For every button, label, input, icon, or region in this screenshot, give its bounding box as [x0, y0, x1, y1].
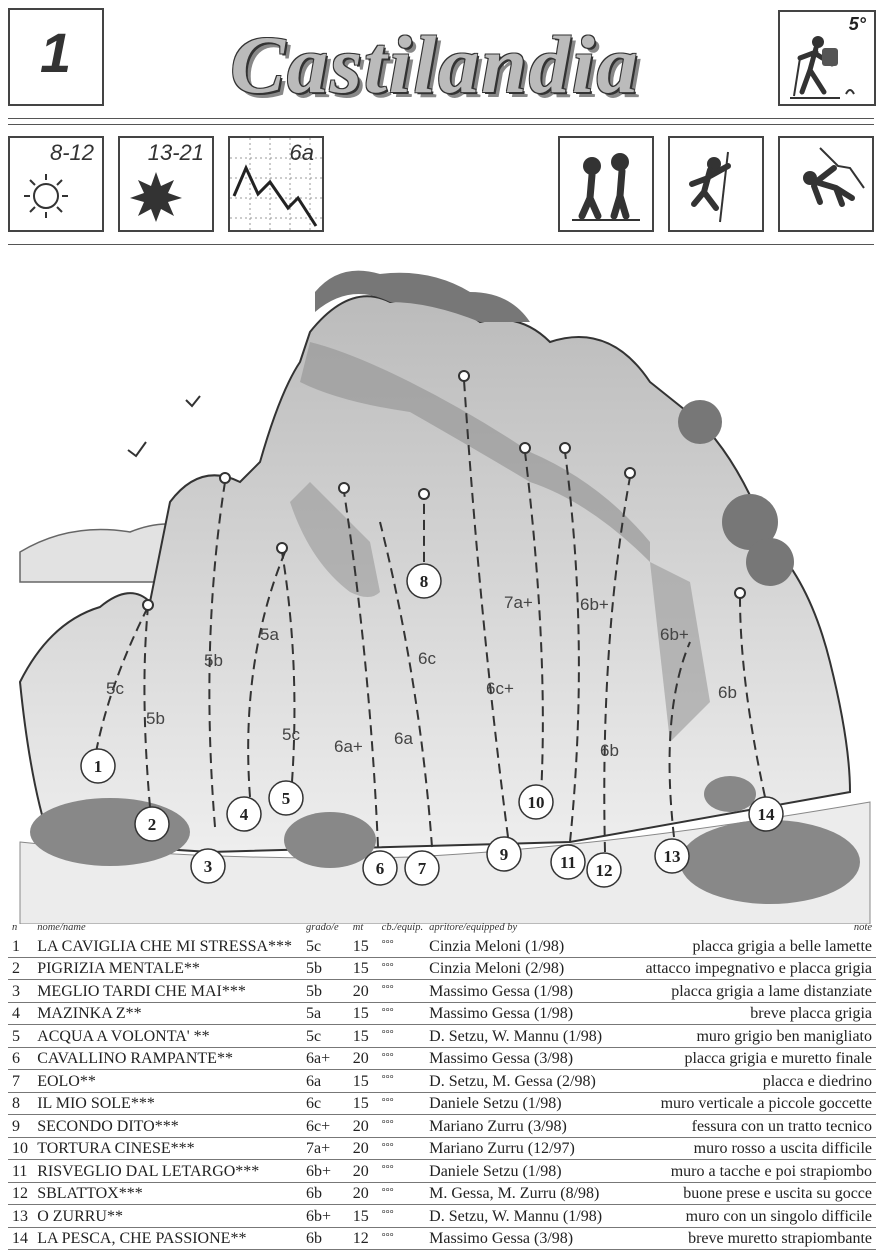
difficulty-box: [778, 10, 876, 106]
route-grade-cell: 7a+: [306, 1137, 353, 1160]
anchor-icon: [520, 443, 530, 453]
route-opener-cell: D. Setzu, W. Mannu (1/98): [429, 1025, 645, 1048]
bush-bottom-right-2: [704, 776, 756, 812]
grade-label-7: 6a: [394, 729, 413, 748]
route-mt-cell: 15: [353, 935, 382, 957]
route-name-cell: O ZURRU**: [37, 1205, 306, 1228]
route-note-cell: placca grigia a lame distanziate: [645, 980, 876, 1003]
route-note-cell: muro grigio ben manigliato: [645, 1025, 876, 1048]
table-row: [8, 1047, 876, 1070]
route-n-cell: 14: [8, 1227, 37, 1250]
route-opener-cell: Cinzia Meloni (1/98): [429, 935, 645, 957]
table-row: [8, 1092, 876, 1115]
bush-right-3: [678, 400, 722, 444]
route-n-cell: 3: [8, 980, 37, 1003]
route-n-cell: 8: [8, 1092, 37, 1115]
header-opener: apritore/equipped by: [429, 922, 518, 933]
table-row: [8, 1205, 876, 1228]
route-grade-cell: 6b+: [306, 1160, 353, 1183]
route-grade-cell: 6b: [306, 1227, 353, 1250]
route-opener-cell: Massimo Gessa (3/98): [429, 1047, 645, 1070]
grade-label-5: 5c: [282, 725, 300, 744]
route-note-cell: muro con un singolo difficile: [645, 1205, 876, 1228]
divider-mid: [8, 244, 874, 245]
route-rows: [8, 935, 876, 1250]
grade-label-9: 6c+: [486, 679, 514, 698]
climber-overhang-icon: [780, 138, 872, 230]
route-marker-6: 6: [375, 859, 385, 878]
route-equip-cell: °°°: [382, 1205, 429, 1228]
route-equip-cell: °°°: [382, 1227, 429, 1250]
climber-overhang-box: [778, 136, 874, 232]
route-opener-cell: Daniele Setzu (1/98): [429, 1092, 645, 1115]
climber-box: [668, 136, 764, 232]
route-n-cell: 12: [8, 1182, 37, 1205]
table-row: [8, 1002, 876, 1025]
difficulty-badge: 5°: [848, 14, 866, 34]
route-mt-cell: 20: [353, 1160, 382, 1183]
sun-afternoon-box: [118, 136, 214, 232]
route-equip-cell: °°°: [382, 935, 429, 957]
bush-right-2: [746, 538, 794, 586]
anchor-icon: [625, 468, 635, 478]
route-grade-cell: 6c: [306, 1092, 353, 1115]
route-grade-cell: 5b: [306, 980, 353, 1003]
table-row: [8, 980, 876, 1003]
route-grade-cell: 5b: [306, 957, 353, 980]
crag-title: Castilandia: [230, 19, 640, 110]
anchor-icon: [220, 473, 230, 483]
divider-top: [8, 118, 874, 119]
route-opener-cell: Cinzia Meloni (2/98): [429, 957, 645, 980]
route-n-cell: 6: [8, 1047, 37, 1070]
route-mt-cell: 15: [353, 1025, 382, 1048]
route-marker-3: 3: [203, 857, 213, 876]
route-mt-cell: 20: [353, 1115, 382, 1138]
route-name-cell: MAZINKA Z**: [37, 1002, 306, 1025]
route-mt-cell: 20: [353, 1182, 382, 1205]
table-row: [8, 1070, 876, 1093]
crag-topo-drawing: [10, 262, 878, 924]
route-equip-cell: °°°: [382, 980, 429, 1003]
route-table: [8, 922, 876, 1250]
route-equip-cell: °°°: [382, 1160, 429, 1183]
route-note-cell: muro verticale a piccole goccette: [645, 1092, 876, 1115]
route-n-cell: 1: [8, 935, 37, 957]
route-n-cell: 10: [8, 1137, 37, 1160]
sun-morning-box: [8, 136, 104, 232]
table-row: [8, 1182, 876, 1205]
header-equip: cb./equip.: [381, 922, 424, 933]
route-n-cell: 2: [8, 957, 37, 980]
route-n-cell: 4: [8, 1002, 37, 1025]
grade-label-12: 6b: [600, 741, 619, 760]
route-mt-cell: 15: [353, 1092, 382, 1115]
route-opener-cell: M. Gessa, M. Zurru (8/98): [429, 1182, 645, 1205]
route-grade-cell: 6c+: [306, 1115, 353, 1138]
sector-number: 1: [40, 21, 72, 84]
sun-morning-hours: 8-12: [49, 140, 94, 165]
route-grade-cell: 5c: [306, 1025, 353, 1048]
route-n-cell: 5: [8, 1025, 37, 1048]
hikers-icon: [560, 138, 652, 230]
route-n-cell: 13: [8, 1205, 37, 1228]
route-note-cell: buone prese e uscita su gocce: [645, 1182, 876, 1205]
average-grade: 6a: [289, 140, 314, 165]
route-note-cell: breve placca grigia: [645, 1002, 876, 1025]
route-n-cell: 7: [8, 1070, 37, 1093]
route-note-cell: fessura con un tratto tecnico: [645, 1115, 876, 1138]
route-marker-9: 9: [499, 845, 509, 864]
anchor-icon: [459, 371, 469, 381]
route-opener-cell: Massimo Gessa (1/98): [429, 980, 645, 1003]
bush-bottom-mid: [284, 812, 376, 868]
route-mt-cell: 20: [353, 980, 382, 1003]
anchor-icon: [143, 600, 153, 610]
route-opener-cell: D. Setzu, M. Gessa (2/98): [429, 1070, 645, 1093]
climber-icon: [670, 138, 762, 230]
anchor-icon: [735, 588, 745, 598]
sun-afternoon-hours: 13-21: [147, 140, 204, 165]
route-opener-cell: Massimo Gessa (3/98): [429, 1227, 645, 1250]
table-row: [8, 1115, 876, 1138]
route-marker-1: 1: [93, 757, 103, 776]
route-grade-cell: 6a+: [306, 1047, 353, 1070]
route-n-cell: 9: [8, 1115, 37, 1138]
table-row: [8, 935, 876, 957]
route-grade-cell: 6b+: [306, 1205, 353, 1228]
route-equip-cell: °°°: [382, 1092, 429, 1115]
route-opener-cell: Daniele Setzu (1/98): [429, 1160, 645, 1183]
grade-label-1: 5c: [106, 679, 124, 698]
route-n-cell: 11: [8, 1160, 37, 1183]
grade-label-6: 6a+: [334, 737, 363, 756]
route-name-cell: IL MIO SOLE***: [37, 1092, 306, 1115]
route-marker-4: 4: [239, 805, 249, 824]
route-equip-cell: °°°: [382, 1182, 429, 1205]
route-grade-cell: 6a: [306, 1070, 353, 1093]
route-mt-cell: 15: [353, 957, 382, 980]
grade-label-8: 6c: [418, 649, 436, 668]
header-grade: grado/e: [306, 922, 339, 933]
route-mt-cell: 20: [353, 1047, 382, 1070]
grade-label-4: 5a: [260, 625, 279, 644]
route-grade-cell: 5c: [306, 935, 353, 957]
route-note-cell: placca e diedrino: [645, 1070, 876, 1093]
route-marker-5: 5: [281, 789, 291, 808]
table-row: [8, 1160, 876, 1183]
divider-top-2: [8, 124, 874, 125]
route-name-cell: SECONDO DITO***: [37, 1115, 306, 1138]
route-marker-11: 11: [559, 853, 577, 872]
route-equip-cell: °°°: [382, 1137, 429, 1160]
route-grade-cell: 5a: [306, 1002, 353, 1025]
route-marker-14: 14: [757, 805, 775, 824]
route-equip-cell: °°°: [382, 1025, 429, 1048]
route-name-cell: LA CAVIGLIA CHE MI STRESSA***: [37, 935, 306, 957]
grade-label-11: 6b+: [580, 595, 609, 614]
header-mt: mt: [352, 922, 364, 933]
route-mt-cell: 15: [353, 1070, 382, 1093]
route-marker-13: 13: [663, 847, 681, 866]
route-note-cell: attacco impegnativo e placca grigia: [645, 957, 876, 980]
bush-bottom-right: [680, 820, 860, 904]
route-name-cell: LA PESCA, CHE PASSIONE**: [37, 1227, 306, 1250]
route-name-cell: ACQUA A VOLONTA' **: [37, 1025, 306, 1048]
route-marker-2: 2: [147, 815, 157, 834]
anchor-icon: [560, 443, 570, 453]
table-row: [8, 957, 876, 980]
route-equip-cell: °°°: [382, 1047, 429, 1070]
grade-label-3: 5b: [204, 651, 223, 670]
grade-label-2: 5b: [146, 709, 165, 728]
anchor-icon: [419, 489, 429, 499]
route-name-cell: MEGLIO TARDI CHE MAI***: [37, 980, 306, 1003]
route-marker-7: 7: [417, 859, 427, 878]
table-header-row: [8, 922, 876, 935]
route-name-cell: SBLATTOX***: [37, 1182, 306, 1205]
route-name-cell: RISVEGLIO DAL LETARGO***: [37, 1160, 306, 1183]
route-opener-cell: D. Setzu, W. Mannu (1/98): [429, 1205, 645, 1228]
route-mt-cell: 20: [353, 1137, 382, 1160]
route-name-cell: EOLO**: [37, 1070, 306, 1093]
route-opener-cell: Mariano Zurru (3/98): [429, 1115, 645, 1138]
route-note-cell: breve muretto strapiombante: [645, 1227, 876, 1250]
header-name: nome/name: [37, 922, 86, 933]
route-opener-cell: Mariano Zurru (12/97): [429, 1137, 645, 1160]
route-name-cell: PIGRIZIA MENTALE**: [37, 957, 306, 980]
route-name-cell: CAVALLINO RAMPANTE**: [37, 1047, 306, 1070]
route-note-cell: muro rosso a uscita difficile: [645, 1137, 876, 1160]
header-note: note: [853, 922, 872, 933]
route-mt-cell: 15: [353, 1205, 382, 1228]
table-row: [8, 1227, 876, 1250]
anchor-icon: [277, 543, 287, 553]
route-grade-cell: 6b: [306, 1182, 353, 1205]
grade-label-13: 6b+: [660, 625, 689, 644]
bird-icon: [186, 396, 200, 406]
route-note-cell: placca grigia e muretto finale: [645, 1047, 876, 1070]
table-row: [8, 1025, 876, 1048]
sector-number-box: [8, 8, 104, 106]
route-equip-cell: °°°: [382, 1002, 429, 1025]
route-note-cell: placca grigia a belle lamette: [645, 935, 876, 957]
header-n: n: [12, 922, 18, 933]
route-equip-cell: °°°: [382, 1070, 429, 1093]
route-note-cell: muro a tacche e poi strapiombo: [645, 1160, 876, 1183]
route-marker-8: 8: [419, 572, 429, 591]
route-opener-cell: Massimo Gessa (1/98): [429, 1002, 645, 1025]
anchor-icon: [339, 483, 349, 493]
route-marker-12: 12: [595, 861, 613, 880]
grade-label-10: 7a+: [504, 593, 533, 612]
route-mt-cell: 12: [353, 1227, 382, 1250]
grade-chart-box: [228, 136, 324, 232]
route-equip-cell: °°°: [382, 1115, 429, 1138]
hikers-box: [558, 136, 654, 232]
bird-icon: [128, 442, 146, 456]
route-mt-cell: 15: [353, 1002, 382, 1025]
route-marker-10: 10: [527, 793, 545, 812]
route-name-cell: TORTURA CINESE***: [37, 1137, 306, 1160]
grade-label-14: 6b: [718, 683, 737, 702]
route-equip-cell: °°°: [382, 957, 429, 980]
table-row: [8, 1137, 876, 1160]
